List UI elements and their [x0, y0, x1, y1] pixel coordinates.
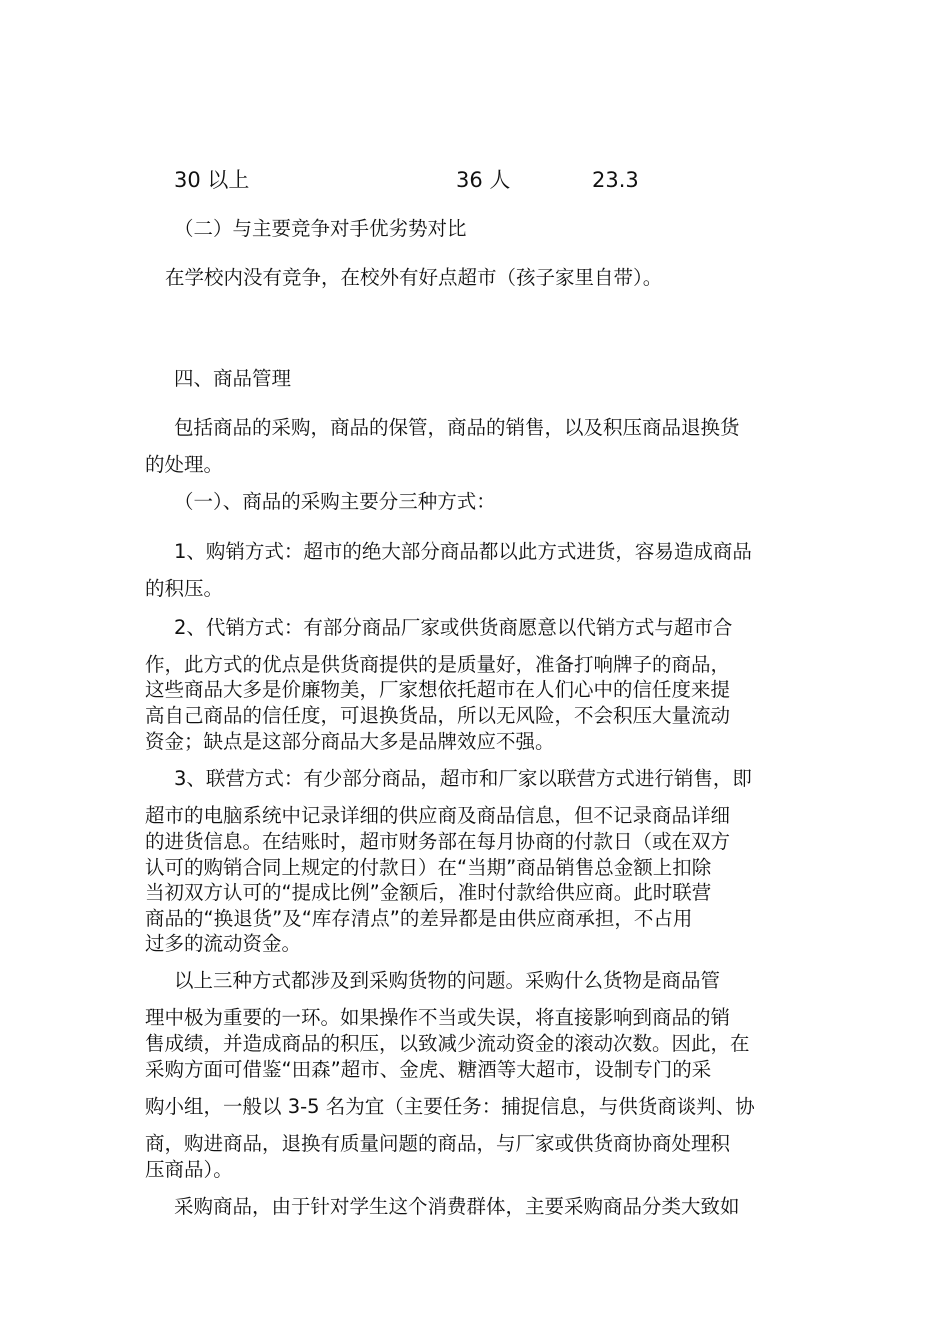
paragraph-text: 购小组，一般以 3-5 名为宜（主要任务：捕捉信息，与供货商谈判、协: [145, 1095, 755, 1118]
paragraph-text: 这些商品大多是价廉物美，厂家想依托超市在人们心中的信任度来提: [145, 678, 731, 701]
paragraph-text: 的进货信息。在结账时，超市财务部在每月协商的付款日（或在双方: [145, 830, 731, 853]
table-cell-count: 36 人: [456, 168, 511, 192]
table-cell-percent: 23.3: [592, 168, 639, 192]
paragraph-text: 理中极为重要的一环。如果操作不当或失误，将直接影响到商品的销: [145, 1006, 731, 1029]
paragraph-text: 采购商品，由于针对学生这个消费群体，主要采购商品分类大致如: [174, 1195, 740, 1218]
paragraph-text: 售成绩，并造成商品的积压，以致减少流动资金的滚动次数。因此，在: [145, 1032, 750, 1055]
paragraph-text: 商，购进商品，退换有质量问题的商品，与厂家或供货商协商处理积: [145, 1132, 731, 1155]
paragraph-text: 的处理。: [145, 453, 224, 476]
paragraph-text: 超市的电脑系统中记录详细的供应商及商品信息，但不记录商品详细: [145, 804, 731, 827]
section-heading-competition: （二）与主要竞争对手优劣势对比: [174, 217, 467, 240]
table-cell-age: 30 以上: [174, 168, 250, 192]
paragraph-text: 的积压。: [145, 577, 224, 600]
paragraph-text: 以上三种方式都涉及到采购货物的问题。采购什么货物是商品管: [174, 969, 721, 992]
paragraph-text: 资金；缺点是这部分商品大多是品牌效应不强。: [145, 730, 555, 753]
paragraph-text: 2、代销方式：有部分商品厂家或供货商愿意以代销方式与超市合: [174, 616, 733, 639]
paragraph-text: 认可的购销合同上规定的付款日）在“当期”商品销售总金额上扣除: [145, 856, 712, 879]
paragraph-text: 采购方面可借鉴“田森”超市、金虎、糖酒等大超市，设制专门的采: [145, 1058, 712, 1081]
paragraph-text: 高自己商品的信任度，可退换货品，所以无风险，不会积压大量流动: [145, 704, 731, 727]
paragraph-text: 1、购销方式：超市的绝大部分商品都以此方式进货，容易造成商品: [174, 540, 752, 563]
paragraph-text: 当初双方认可的“提成比例”金额后，准时付款给供应商。此时联营: [145, 881, 712, 904]
paragraph-text: 在学校内没有竞争，在校外有好点超市（孩子家里自带）。: [165, 266, 663, 289]
paragraph-text: 包括商品的采购，商品的保管，商品的销售，以及积压商品退换货: [174, 416, 740, 439]
paragraph-text: 3、联营方式：有少部分商品，超市和厂家以联营方式进行销售，即: [174, 767, 752, 790]
paragraph-text: 商品的“换退货”及“库存清点”的差异都是由供应商承担，不占用: [145, 907, 693, 930]
subsection-heading-purchasing: （一）、商品的采购主要分三种方式：: [174, 490, 496, 513]
section-heading-goods-management: 四、商品管理: [174, 367, 292, 390]
paragraph-text: 过多的流动资金。: [145, 932, 302, 955]
paragraph-text: 作，此方式的优点是供货商提供的是质量好，准备打响牌子的商品，: [145, 653, 731, 676]
paragraph-text: 压商品）。: [145, 1158, 233, 1181]
